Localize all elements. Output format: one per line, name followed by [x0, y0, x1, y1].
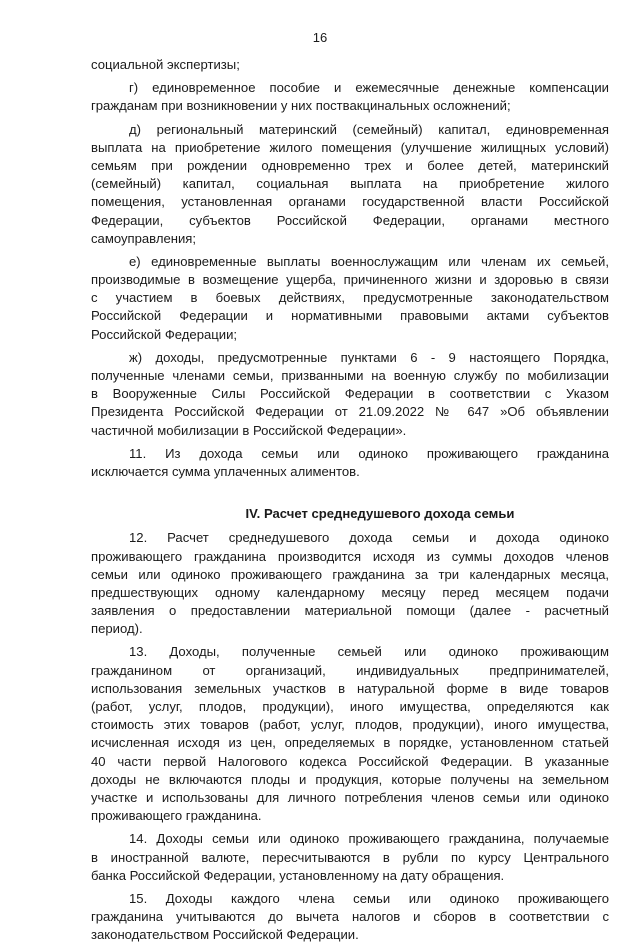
- paragraph: [91, 890, 609, 944]
- text-line: Российской Федерации;: [91, 326, 238, 342]
- text-line: 12. Расчет среднедушевого дохода семьи и дохода одиноко: [129, 530, 609, 546]
- text-line: 14. Доходы семьи или одиноко проживающего гражданина, получаемые: [129, 831, 609, 847]
- paragraph: [91, 529, 609, 638]
- text-line: Федерации, субъектов Российской Федерации, органами местного: [91, 212, 609, 228]
- text-line: семьи или одиноко проживающего гражданина за три календарных месяца,: [91, 566, 609, 582]
- text-line: е) единовременные выплаты военнослужащим или членам их семьей,: [129, 253, 609, 269]
- text-line: банка Российской Федерации, установленному на дату обращения.: [91, 867, 505, 883]
- text-line: предшествующих одному календарному месяцу перед месяцем подачи: [91, 584, 609, 600]
- text-line: исчисленная исходя из цен, определяемых в порядке, установленном статьей: [91, 735, 609, 751]
- text-line: заявления о предоставлении материальной помощи (далее - расчетный: [91, 603, 609, 619]
- text-line: (семейный) капитал, социальная выплата на приобретение жилого: [91, 176, 609, 192]
- text-line: проживающего гражданина производится исходя из суммы доходов членов: [91, 548, 609, 564]
- text-line: социальной экспертизы;: [91, 57, 240, 72]
- text-line: ж) доходы, предусмотренные пунктами 6 - 9 настоящего Порядка,: [129, 349, 609, 365]
- text-line: самоуправления;: [91, 230, 197, 246]
- paragraphs-top: [91, 56, 609, 481]
- text-line: использования земельных участков в натуральной форме в виде товаров: [91, 680, 609, 696]
- document-body: [91, 56, 609, 944]
- text-line: семьям при рождении одновременно трех и более детей, материнский: [91, 157, 609, 173]
- text-line: Президента Российской Федерации от 21.09.2022 № 647 »Об объявлении: [91, 404, 609, 420]
- text-line: в Вооруженные Силы Российской Федерации в соответствии с Указом: [91, 386, 609, 402]
- paragraph: [91, 349, 609, 440]
- paragraph: [91, 830, 609, 885]
- paragraph: [91, 79, 609, 115]
- text-line: производимые в возмещение ущерба, причиненного жизни и здоровью в связи: [91, 272, 609, 288]
- text-line: Российской Федерации и нормативными правовыми актами субъектов: [91, 308, 609, 324]
- text-line: гражданам при возникновении у них поствакцинальных осложнений;: [91, 98, 511, 114]
- text-line: 13. Доходы, полученные семьей или одиноко проживающим: [129, 644, 609, 660]
- text-line: помещения, установленная органами государственной власти Российской: [91, 194, 609, 210]
- text-line: в иностранной валюте, пересчитываются в рубли по курсу Центрального: [91, 849, 609, 865]
- text-line: исключается сумма уплаченных алиментов.: [91, 463, 360, 479]
- text-line: стоимость этих товаров (работ, услуг, плодов, продукции), иного имущества,: [91, 717, 609, 733]
- text-line: с участием в боевых действиях, предусмотренные законодательством: [91, 290, 609, 306]
- text-line: доходы не включаются плоды и продукция, которые получены на земельном: [91, 771, 609, 787]
- text-line: д) региональный материнский (семейный) капитал, единовременная: [129, 121, 609, 137]
- text-line: выплата на приобретение жилого помещения (улучшение жилищных условий): [91, 139, 609, 155]
- text-line: 40 части первой Налогового кодекса Российской Федерации. В указанные: [91, 753, 609, 769]
- text-line: участке и использованы для личного потребления членов семьи или одиноко: [91, 789, 609, 805]
- text-line: полученные членами семьи, призванными на военную службу по мобилизации: [91, 368, 609, 383]
- section-heading: IV. Расчет среднедушевого дохода семьи: [245, 506, 515, 522]
- text-line: частичной мобилизации в Российской Федерации».: [91, 422, 407, 438]
- paragraph: [91, 56, 609, 74]
- text-line: 11. Из дохода семьи или одиноко проживающего гражданина: [129, 445, 609, 461]
- paragraph: [91, 253, 609, 344]
- text-line: период).: [91, 621, 143, 637]
- text-line: г) единовременное пособие и ежемесячные денежные компенсации: [129, 80, 609, 96]
- paragraph: [91, 643, 609, 825]
- text-line: гражданином от организаций, индивидуальных предпринимателей,: [91, 662, 609, 678]
- paragraph: [91, 121, 609, 248]
- paragraphs-bottom: [91, 529, 609, 944]
- text-line: проживающего гражданина.: [91, 808, 262, 824]
- text-line: законодательством Российской Федерации.: [91, 927, 359, 943]
- text-line: гражданина учитываются до вычета налогов и сборов в соответствии с: [91, 909, 609, 925]
- text-line: 15. Доходы каждого члена семьи или одиноко проживающего: [129, 890, 609, 906]
- text-line: (работ, услуг, плодов, продукции), иного имущества, определяются как: [91, 699, 609, 714]
- paragraph: [91, 445, 609, 481]
- page-number: 16: [312, 30, 328, 45]
